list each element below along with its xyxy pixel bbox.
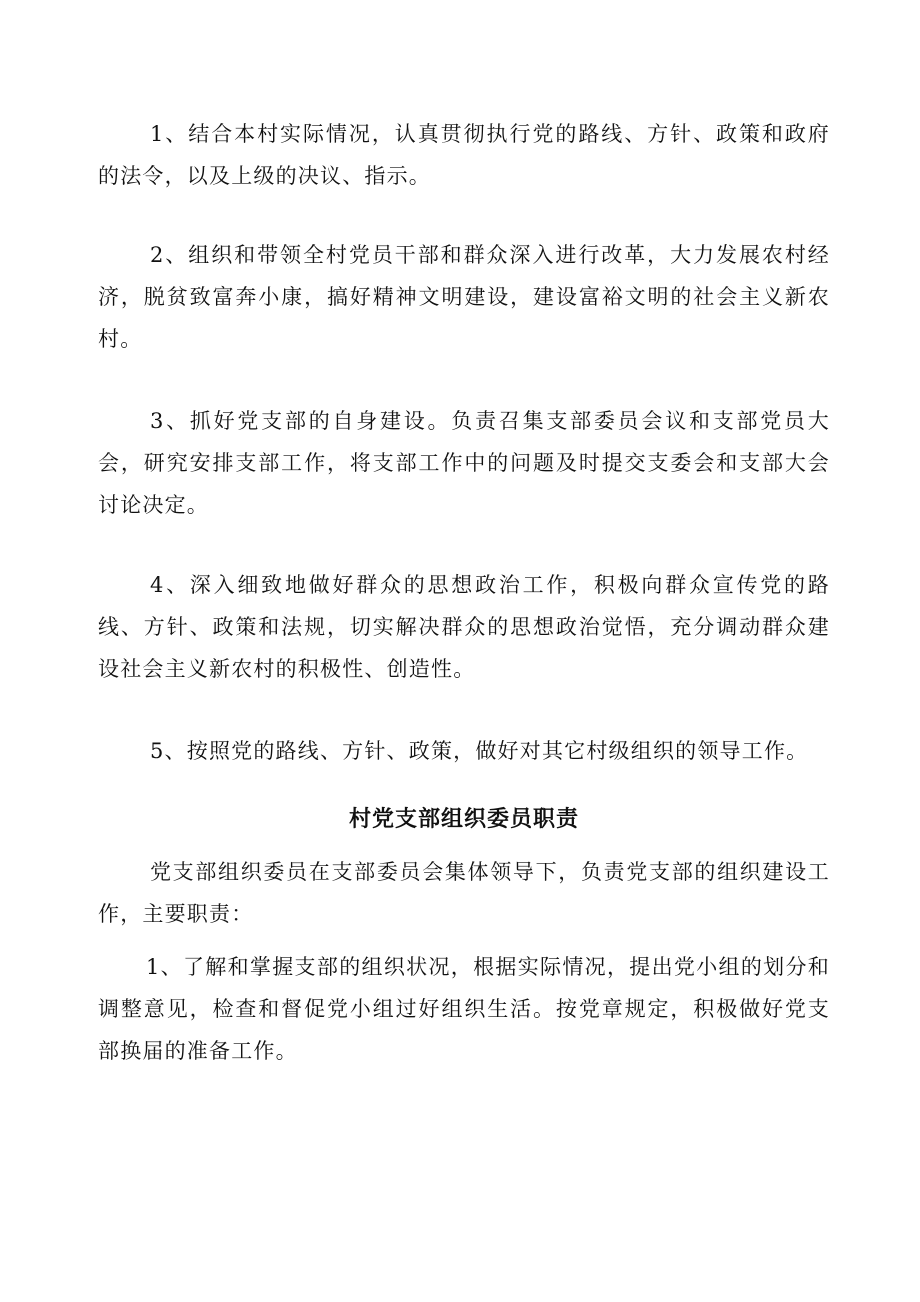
paragraph-2: 2、组织和带领全村党员干部和群众深入进行改革，大力发展农村经济，脱贫致富奔小康，搞好精神文明建设，建设富裕文明的社会主义新农村。: [98, 243, 830, 351]
section-intro: 党支部组织委员在支部委员会集体领导下，负责党支部的组织建设工作，主要职责：: [98, 860, 830, 926]
section-title: 村党支部组织委员职责: [348, 807, 579, 832]
paragraph-4: 4、深入细致地做好群众的思想政治工作，积极向群众宣传党的路线、方针、政策和法规，切实解决群众的思想政治觉悟，充分调动群众建设社会主义新农村的积极性、创造性。: [98, 573, 830, 681]
section-item-1: 1、了解和掌握支部的组织状况，根据实际情况，提出党小组的划分和调整意见，检查和督促党小组过好组织生活。按党章规定，积极做好党支部换届的准备工作。: [98, 955, 830, 1063]
paragraph-1: 1、结合本村实际情况，认真贯彻执行党的路线、方针、政策和政府的法令，以及上级的决议、指示。: [98, 122, 830, 188]
paragraph-3: 3、抓好党支部的自身建设。负责召集支部委员会议和支部党员大会，研究安排支部工作，将支部工作中的问题及时提交支委会和支部大会讨论决定。: [98, 409, 830, 517]
paragraph-5: 5、按照党的路线、方针、政策，做好对其它村级组织的领导工作。: [150, 739, 809, 763]
